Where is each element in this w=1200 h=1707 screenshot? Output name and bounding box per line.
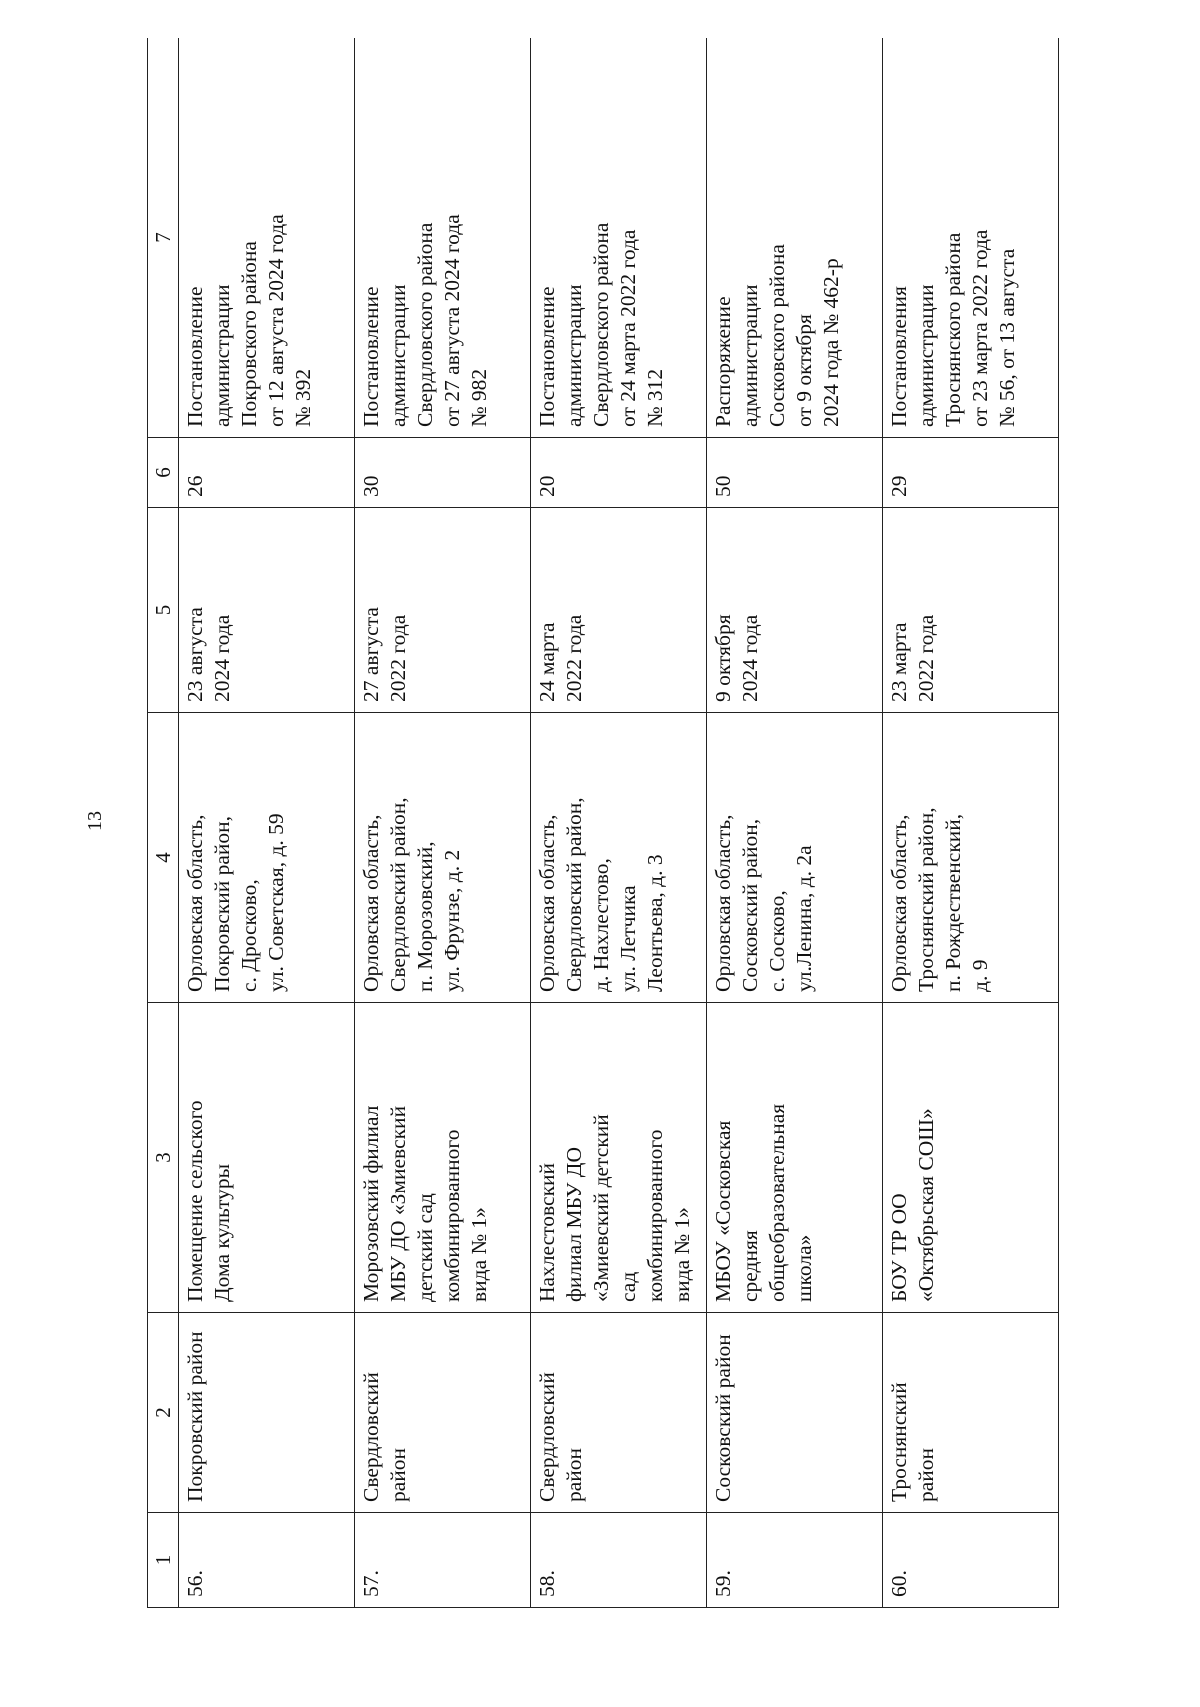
header-col-5: 5 (148, 508, 179, 713)
date-cell: 9 октября 2024 года (707, 508, 883, 713)
table-row (707, 38, 883, 1608)
district-cell: Покровский район (179, 1313, 355, 1513)
date-cell: 24 марта 2022 года (531, 508, 707, 713)
date-cell: 23 августа 2024 года (179, 508, 355, 713)
place-cell: Помещение сельского Дома культуры (179, 1003, 355, 1313)
document-cell: Постановления администрации Троснянского района от 23 марта 2022 года № 56, от 13 августа (883, 38, 1059, 438)
count-cell: 50 (707, 438, 883, 508)
table-container (147, 38, 1059, 1608)
table-row (883, 38, 1059, 1608)
place-cell: БОУ ТР ОО «Октябрьская СОШ» (883, 1003, 1059, 1313)
page-number: 13 (84, 811, 106, 831)
table-row (355, 38, 531, 1608)
rotated-table-frame (147, 38, 1059, 1608)
row-number-cell: 59. (707, 1513, 883, 1608)
address-cell: Орловская область, Покровский район, с. Дросково, ул. Советская, д. 59 (179, 713, 355, 1003)
district-cell: Свердловский район (355, 1313, 531, 1513)
row-number-cell: 56. (179, 1513, 355, 1608)
count-cell: 29 (883, 438, 1059, 508)
header-col-2: 2 (148, 1313, 179, 1513)
address-cell: Орловская область, Свердловский район, д. Нахлестово, ул. Летчика Леонтьева, д. 3 (531, 713, 707, 1003)
district-cell: Сосковский район (707, 1313, 883, 1513)
table-row (531, 38, 707, 1608)
document-cell: Постановление администрации Свердловского района от 24 марта 2022 года № 312 (531, 38, 707, 438)
document-cell: Постановление администрации Свердловского района от 27 августа 2024 года № 982 (355, 38, 531, 438)
place-cell: МБОУ «Сосковская средняя общеобразовательная школа» (707, 1003, 883, 1313)
table-header-row (148, 38, 179, 1608)
header-col-7: 7 (148, 38, 179, 438)
document-table (147, 38, 1059, 1608)
header-col-4: 4 (148, 713, 179, 1003)
count-cell: 30 (355, 438, 531, 508)
address-cell: Орловская область, Сосковский район, с. Сосково, ул.Ленина, д. 2а (707, 713, 883, 1003)
row-number-cell: 60. (883, 1513, 1059, 1608)
row-number-cell: 58. (531, 1513, 707, 1608)
document-cell: Постановление администрации Покровского района от 12 августа 2024 года № 392 (179, 38, 355, 438)
district-cell: Свердловский район (531, 1313, 707, 1513)
header-col-6: 6 (148, 438, 179, 508)
date-cell: 23 марта 2022 года (883, 508, 1059, 713)
header-col-3: 3 (148, 1003, 179, 1313)
header-col-1: 1 (148, 1513, 179, 1608)
count-cell: 20 (531, 438, 707, 508)
district-cell: Троснянский район (883, 1313, 1059, 1513)
count-cell: 26 (179, 438, 355, 508)
table-row (179, 38, 355, 1608)
date-cell: 27 августа 2022 года (355, 508, 531, 713)
place-cell: Морозовский филиал МБУ ДО «Змиевский детский сад комбинированного вида № 1» (355, 1003, 531, 1313)
document-cell: Распоряжение администрации Сосковского района от 9 октября 2024 года № 462-р (707, 38, 883, 438)
row-number-cell: 57. (355, 1513, 531, 1608)
place-cell: Нахлестовский филиал МБУ ДО «Змиевский детский сад комбинированного вида № 1» (531, 1003, 707, 1313)
address-cell: Орловская область, Свердловский район, п. Морозовский, ул. Фрунзе, д. 2 (355, 713, 531, 1003)
address-cell: Орловская область, Троснянский район, п. Рождественский, д. 9 (883, 713, 1059, 1003)
